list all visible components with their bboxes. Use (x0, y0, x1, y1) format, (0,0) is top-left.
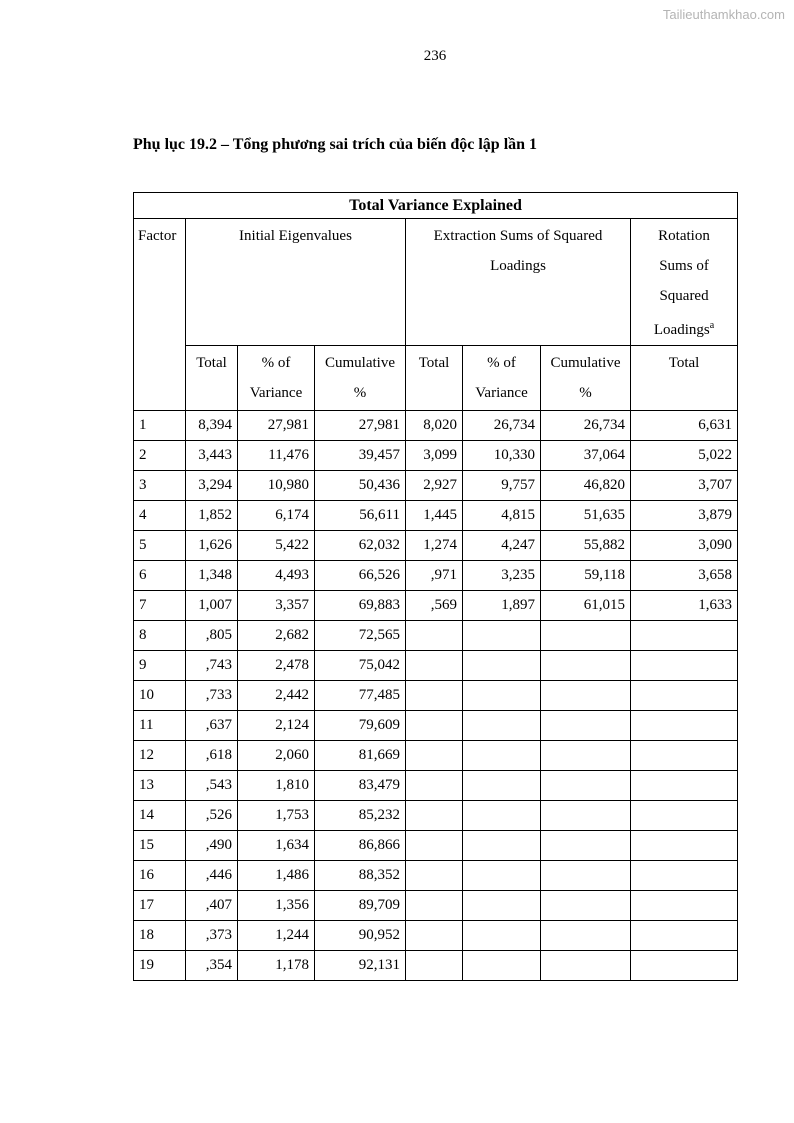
value-cell: ,490 (186, 831, 238, 861)
value-cell (406, 681, 463, 711)
value-cell: 75,042 (315, 651, 406, 681)
value-cell (463, 801, 541, 831)
total-variance-table (133, 192, 738, 981)
value-cell: 8,020 (406, 411, 463, 441)
column-group-initial-eigenvalues: Initial Eigenvalues (186, 219, 406, 346)
value-cell (631, 651, 738, 681)
value-cell (463, 621, 541, 651)
value-cell: 1,633 (631, 591, 738, 621)
value-cell: 89,709 (315, 891, 406, 921)
appendix-heading: Phụ lục 19.2 – Tổng phương sai trích của biến độc lập lần 1 (133, 136, 538, 153)
value-cell: ,743 (186, 651, 238, 681)
value-cell: 1,753 (238, 801, 315, 831)
value-cell (463, 861, 541, 891)
value-cell: 4,815 (463, 501, 541, 531)
value-cell: 77,485 (315, 681, 406, 711)
value-cell: 90,952 (315, 921, 406, 951)
value-cell: 5,022 (631, 441, 738, 471)
table-row (134, 771, 738, 801)
value-cell: 3,443 (186, 441, 238, 471)
value-cell (463, 891, 541, 921)
value-cell: ,526 (186, 801, 238, 831)
table-row (134, 801, 738, 831)
factor-cell: 1 (134, 411, 186, 441)
table-row (134, 711, 738, 741)
table-row (134, 861, 738, 891)
value-cell: 6,174 (238, 501, 315, 531)
value-cell (463, 921, 541, 951)
value-cell (631, 711, 738, 741)
table-row (134, 741, 738, 771)
column-header-factor: Factor (134, 219, 186, 411)
value-cell (463, 951, 541, 981)
value-cell: 61,015 (541, 591, 631, 621)
value-cell (541, 921, 631, 951)
value-cell: 9,757 (463, 471, 541, 501)
table-row (134, 921, 738, 951)
table-row (134, 621, 738, 651)
value-cell (463, 771, 541, 801)
value-cell: 83,479 (315, 771, 406, 801)
value-cell: 1,810 (238, 771, 315, 801)
value-cell (541, 621, 631, 651)
value-cell (541, 861, 631, 891)
value-cell: 1,486 (238, 861, 315, 891)
value-cell: ,971 (406, 561, 463, 591)
value-cell (463, 741, 541, 771)
watermark-text: Tailieuthamkhao.com (662, 7, 785, 22)
factor-cell: 7 (134, 591, 186, 621)
value-cell (541, 951, 631, 981)
value-cell (463, 681, 541, 711)
factor-cell: 6 (134, 561, 186, 591)
value-cell: 27,981 (315, 411, 406, 441)
value-cell (631, 801, 738, 831)
value-cell: ,733 (186, 681, 238, 711)
factor-cell: 12 (134, 741, 186, 771)
value-cell (406, 621, 463, 651)
value-cell (406, 831, 463, 861)
value-cell: 1,178 (238, 951, 315, 981)
subheader-initial-pct-variance: % of Variance (238, 346, 315, 411)
value-cell: 8,394 (186, 411, 238, 441)
table-row (134, 531, 738, 561)
value-cell (406, 801, 463, 831)
value-cell: 72,565 (315, 621, 406, 651)
value-cell (631, 891, 738, 921)
value-cell: ,569 (406, 591, 463, 621)
value-cell (631, 921, 738, 951)
factor-cell: 16 (134, 861, 186, 891)
value-cell (406, 771, 463, 801)
value-cell (406, 951, 463, 981)
value-cell: 46,820 (541, 471, 631, 501)
value-cell (631, 681, 738, 711)
value-cell (541, 681, 631, 711)
value-cell: ,618 (186, 741, 238, 771)
value-cell: 11,476 (238, 441, 315, 471)
column-group-rotation-sums (631, 219, 738, 346)
table-row (134, 561, 738, 591)
value-cell: 66,526 (315, 561, 406, 591)
value-cell: 2,124 (238, 711, 315, 741)
factor-cell: 9 (134, 651, 186, 681)
value-cell: ,637 (186, 711, 238, 741)
value-cell (631, 861, 738, 891)
value-cell (631, 621, 738, 651)
value-cell: 3,294 (186, 471, 238, 501)
table-body (134, 411, 738, 981)
value-cell (631, 951, 738, 981)
subheader-rotation-total: Total (631, 346, 738, 411)
factor-cell: 15 (134, 831, 186, 861)
subheader-extraction-total: Total (406, 346, 463, 411)
table-row (134, 951, 738, 981)
value-cell (463, 651, 541, 681)
column-group-extraction-sums: Extraction Sums of Squared Loadings (406, 219, 631, 346)
value-cell: 2,060 (238, 741, 315, 771)
value-cell: 1,634 (238, 831, 315, 861)
value-cell: 50,436 (315, 471, 406, 501)
value-cell (541, 831, 631, 861)
value-cell: 4,247 (463, 531, 541, 561)
table-row (134, 651, 738, 681)
value-cell: 2,927 (406, 471, 463, 501)
factor-cell: 4 (134, 501, 186, 531)
factor-cell: 14 (134, 801, 186, 831)
subheader-extraction-cumulative-pct: Cumulative % (541, 346, 631, 411)
value-cell: 85,232 (315, 801, 406, 831)
value-cell: ,354 (186, 951, 238, 981)
value-cell: 10,980 (238, 471, 315, 501)
value-cell: ,407 (186, 891, 238, 921)
subheader-initial-total: Total (186, 346, 238, 411)
table-row (134, 471, 738, 501)
value-cell (631, 771, 738, 801)
value-cell: 62,032 (315, 531, 406, 561)
value-cell: ,543 (186, 771, 238, 801)
value-cell: 26,734 (463, 411, 541, 441)
value-cell (541, 651, 631, 681)
value-cell: 1,356 (238, 891, 315, 921)
value-cell: 81,669 (315, 741, 406, 771)
factor-cell: 19 (134, 951, 186, 981)
factor-cell: 3 (134, 471, 186, 501)
value-cell (541, 771, 631, 801)
value-cell: 1,274 (406, 531, 463, 561)
value-cell (406, 861, 463, 891)
value-cell: 3,235 (463, 561, 541, 591)
value-cell: 1,007 (186, 591, 238, 621)
value-cell: 1,445 (406, 501, 463, 531)
factor-cell: 18 (134, 921, 186, 951)
value-cell: 56,611 (315, 501, 406, 531)
factor-cell: 8 (134, 621, 186, 651)
value-cell: 3,658 (631, 561, 738, 591)
value-cell: ,373 (186, 921, 238, 951)
value-cell (406, 741, 463, 771)
table-row (134, 891, 738, 921)
value-cell: 1,348 (186, 561, 238, 591)
value-cell: 10,330 (463, 441, 541, 471)
factor-cell: 11 (134, 711, 186, 741)
value-cell: 3,707 (631, 471, 738, 501)
table-sub-header-row (134, 346, 738, 411)
value-cell (406, 921, 463, 951)
table-group-header-row (134, 219, 738, 346)
value-cell: 27,981 (238, 411, 315, 441)
value-cell (406, 891, 463, 921)
value-cell (541, 741, 631, 771)
value-cell (631, 831, 738, 861)
value-cell: 37,064 (541, 441, 631, 471)
table-row (134, 411, 738, 441)
value-cell (406, 651, 463, 681)
value-cell: 86,866 (315, 831, 406, 861)
value-cell: 3,099 (406, 441, 463, 471)
value-cell (541, 711, 631, 741)
value-cell: 2,682 (238, 621, 315, 651)
table-row (134, 831, 738, 861)
value-cell: ,805 (186, 621, 238, 651)
value-cell: ,446 (186, 861, 238, 891)
value-cell: 55,882 (541, 531, 631, 561)
value-cell: 51,635 (541, 501, 631, 531)
table-row (134, 681, 738, 711)
value-cell (541, 891, 631, 921)
value-cell: 3,357 (238, 591, 315, 621)
page-number: 236 (423, 48, 447, 64)
value-cell: 3,090 (631, 531, 738, 561)
table-row (134, 591, 738, 621)
value-cell: 1,244 (238, 921, 315, 951)
factor-cell: 2 (134, 441, 186, 471)
value-cell (406, 711, 463, 741)
value-cell: 2,478 (238, 651, 315, 681)
value-cell: 39,457 (315, 441, 406, 471)
value-cell: 79,609 (315, 711, 406, 741)
value-cell: 1,852 (186, 501, 238, 531)
value-cell: 92,131 (315, 951, 406, 981)
value-cell: 88,352 (315, 861, 406, 891)
table-title-row (134, 193, 738, 219)
table-row (134, 441, 738, 471)
factor-cell: 13 (134, 771, 186, 801)
value-cell: 1,897 (463, 591, 541, 621)
factor-cell: 10 (134, 681, 186, 711)
value-cell: 5,422 (238, 531, 315, 561)
rotation-footnote-marker: a (709, 320, 715, 331)
value-cell: 3,879 (631, 501, 738, 531)
subheader-extraction-pct-variance: % of Variance (463, 346, 541, 411)
factor-cell: 5 (134, 531, 186, 561)
value-cell: 6,631 (631, 411, 738, 441)
value-cell: 2,442 (238, 681, 315, 711)
value-cell: 59,118 (541, 561, 631, 591)
subheader-initial-cumulative-pct: Cumulative % (315, 346, 406, 411)
value-cell (463, 831, 541, 861)
table-title: Total Variance Explained (134, 193, 738, 219)
value-cell (463, 711, 541, 741)
value-cell: 1,626 (186, 531, 238, 561)
table-row (134, 501, 738, 531)
value-cell: 4,493 (238, 561, 315, 591)
rotation-header-label: Rotation Sums of Squared Loadings (653, 228, 710, 338)
value-cell (541, 801, 631, 831)
value-cell (631, 741, 738, 771)
factor-cell: 17 (134, 891, 186, 921)
value-cell: 69,883 (315, 591, 406, 621)
value-cell: 26,734 (541, 411, 631, 441)
rotation-header-wrap (649, 221, 719, 345)
